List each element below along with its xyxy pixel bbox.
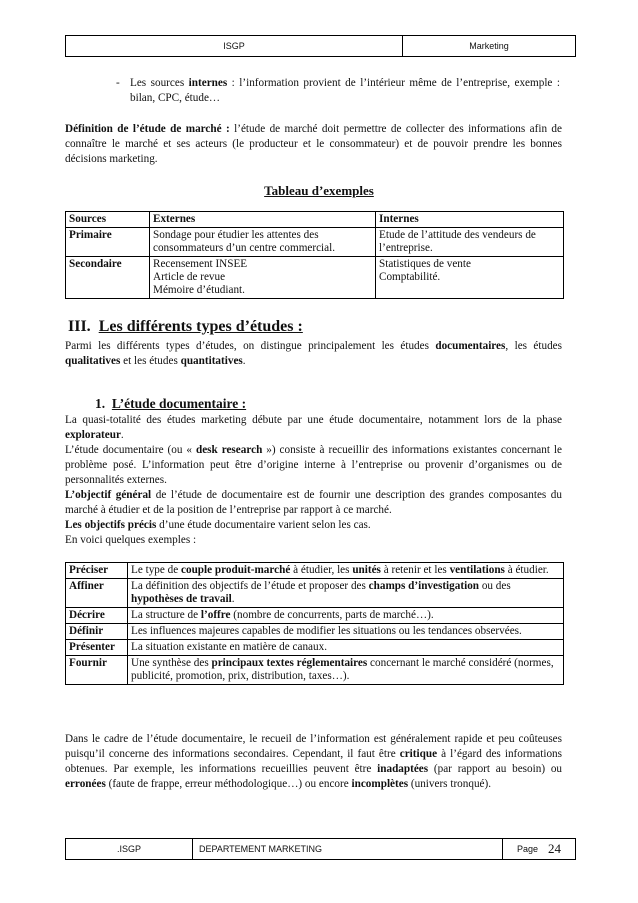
table-row bbox=[66, 579, 564, 608]
objective-description: La situation existante en matière de canaux. bbox=[128, 640, 564, 656]
table-row bbox=[66, 656, 564, 685]
table-row bbox=[66, 608, 564, 624]
footer-page bbox=[503, 839, 575, 859]
page-header bbox=[65, 35, 576, 57]
objective-description: Le type de couple produit-marché à étudier, les unités à retenir et les ventilations à étudier. bbox=[128, 563, 564, 579]
table-row bbox=[66, 640, 564, 656]
table-cell: Primaire bbox=[66, 228, 150, 257]
footer-left: .ISGP bbox=[66, 839, 193, 859]
table-row bbox=[66, 624, 564, 640]
documentary-study-paragraphs: La quasi-totalité des études marketing débute par une étude documentaire, notamment lors de la phase explorateur. L’étude documentaire (ou « desk research ») consiste à recueillir des informations existantes concernant le problème posé. L’information peut être d’origine interne à l’entreprise ou provenir d’organismes ou de personnalités externes. L’objectif général de l’étude de documentaire est de fournir une description des grandes composantes du marché à étudier et de la position de l’entreprise par rapport à ce marché. Les objectifs précis d’une étude documentaire varient selon les cas. En voici quelques exemples : bbox=[65, 414, 562, 546]
objective-verb: Définir bbox=[66, 624, 128, 640]
table-cell: Recensement INSEE Article de revue Mémoire d’étudiant. bbox=[150, 257, 376, 299]
table-header-cell: Externes bbox=[150, 212, 376, 228]
objective-verb: Affiner bbox=[66, 579, 128, 608]
bullet-internal-sources: - Les sources internes : l’information provient de l’intérieur même de l’entreprise, exemple : bilan, CPC, étude… bbox=[116, 77, 560, 104]
closing-paragraph: Dans le cadre de l’étude documentaire, le recueil de l’information est généralement rapide et peu coûteuses puisqu’il concerne des informations secondaires. Cependant, il faut être critique à l’égard des informations obtenues. Par exemple, les informations recueillies peuvent être inadaptées (par rapport au besoin) ou erronées (faute de frappe, erreur méthodologique…) ou encore incomplètes (univers tronqué). bbox=[65, 733, 563, 790]
table-row bbox=[66, 228, 564, 257]
objective-description: La structure de l’offre (nombre de concurrents, parts de marché…). bbox=[128, 608, 564, 624]
objective-description: La définition des objectifs de l’étude et proposer des champs d’investigation ou des hypothèses de travail. bbox=[128, 579, 564, 608]
objective-description: Les influences majeures capables de modifier les situations ou les tendances observées. bbox=[128, 624, 564, 640]
page-number: 24 bbox=[548, 841, 562, 856]
examples-table bbox=[65, 211, 564, 299]
page-footer bbox=[65, 838, 576, 860]
definition-paragraph: Définition de l’étude de marché : l’étude de marché doit permettre de collecter des informations afin de connaître le marché et ses acteurs (le producteur et le consommateur) et de pouvoir prendre les bonnes décisions marketing. bbox=[65, 123, 562, 165]
table-header-cell: Sources bbox=[66, 212, 150, 228]
objective-verb: Préciser bbox=[66, 563, 128, 579]
objective-verb: Présenter bbox=[66, 640, 128, 656]
table-cell: Etude de l’attitude des vendeurs de l’entreprise. bbox=[376, 228, 564, 257]
section-intro: Parmi les différents types d’études, on distingue principalement les études documentaires, les études qualitatives et les études quantitatives. bbox=[65, 340, 562, 367]
table-header-row bbox=[66, 212, 564, 228]
table-row bbox=[66, 563, 564, 579]
objective-verb: Décrire bbox=[66, 608, 128, 624]
header-left: ISGP bbox=[66, 36, 403, 56]
objective-description: Une synthèse des principaux textes réglementaires concernant le marché considéré (normes, publicité, promotion, prix, distribution, taxes…). bbox=[128, 656, 564, 685]
header-right: Marketing bbox=[469, 41, 509, 51]
objective-verb: Fournir bbox=[66, 656, 128, 685]
page-label: Page bbox=[516, 844, 539, 854]
section-heading: III. Les différents types d’études : bbox=[68, 318, 303, 335]
table-header-cell: Internes bbox=[376, 212, 564, 228]
footer-middle: DEPARTEMENT MARKETING bbox=[193, 839, 503, 859]
table-row bbox=[66, 257, 564, 299]
examples-table-title: Tableau d’exemples bbox=[264, 183, 374, 198]
objectives-table bbox=[65, 562, 564, 685]
table-cell: Secondaire bbox=[66, 257, 150, 299]
table-cell: Statistiques de vente Comptabilité. bbox=[376, 257, 564, 299]
table-cell: Sondage pour étudier les attentes des consommateurs d’un centre commercial. bbox=[150, 228, 376, 257]
subsection-heading: 1. L’étude documentaire : bbox=[95, 396, 247, 411]
